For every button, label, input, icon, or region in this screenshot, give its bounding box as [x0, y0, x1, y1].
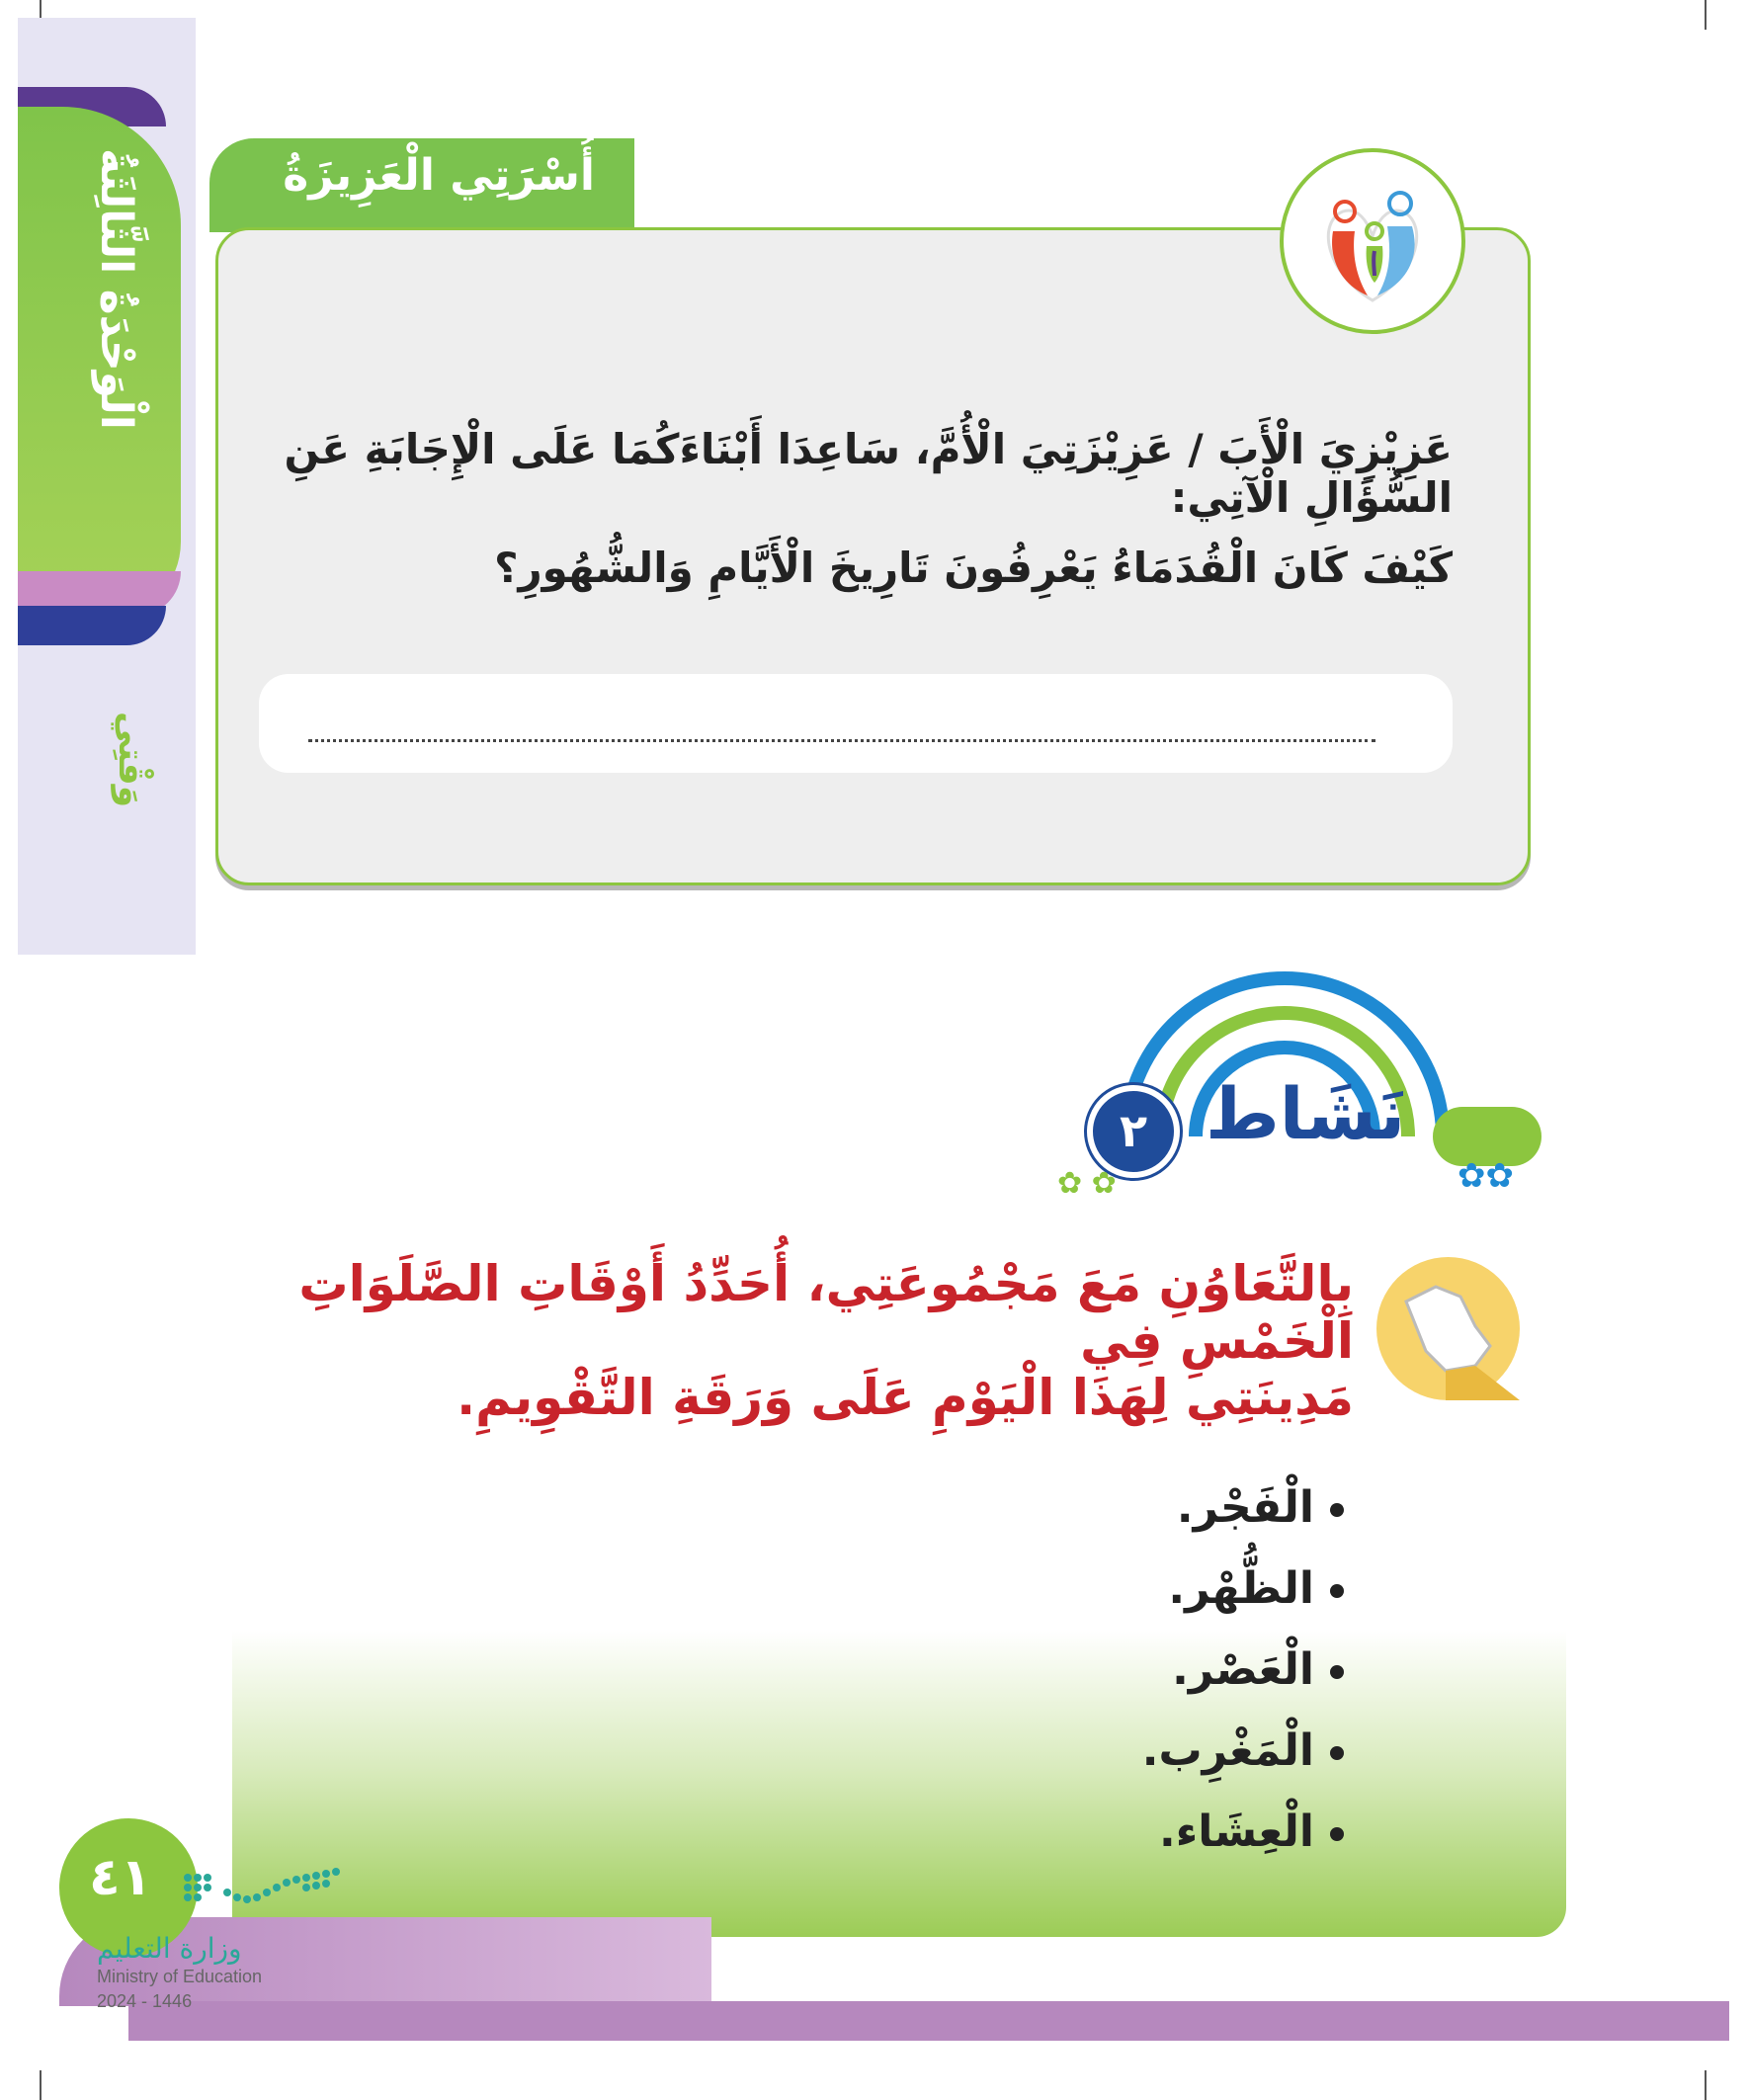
- crop-mark: [40, 2070, 42, 2100]
- saudi-map-icon: [1376, 1257, 1520, 1400]
- prayer-name: الْعِشَاء.: [1159, 1806, 1314, 1857]
- family-question-line2: كَيْفَ كَانَ الْقُدَمَاءُ يَعْرِفُونَ تَارِيخَ الْأَيَّامِ وَالشُّهُورِ؟: [494, 544, 1453, 592]
- bullet: [1330, 1665, 1344, 1679]
- green-panel: [232, 1631, 1566, 1937]
- prayer-name: الْمَغْرِب.: [1141, 1725, 1314, 1776]
- family-tab-title: أُسْرَتِي الْعَزِيزَةُ: [283, 150, 595, 201]
- side-band-blue-stripe: [18, 606, 166, 645]
- unit-subtitle: وَقْتِي: [111, 712, 151, 808]
- activity-instruction-line2: مَدِينَتِي لِهَذَا الْيَوْمِ عَلَى وَرَقَةِ التَّقْوِيمِ.: [457, 1369, 1354, 1426]
- family-question-line1: عَزِيْزِيَ الْأَبَ / عَزِيْزَتِيَ الْأُمَّ، سَاعِدَا أَبْنَاءَكُمَا عَلَى الْإِجَابَةِ عَنِ السُّؤَالِ الْآتِي:: [284, 425, 1453, 522]
- page-number: ٤١: [89, 1848, 152, 1907]
- bullet: [1330, 1503, 1344, 1517]
- ministry-logo-icon: [178, 1858, 346, 1917]
- activity-instruction-line1: بِالتَّعَاوُنِ مَعَ مَجْمُوعَتِي، أُحَدِّدُ أَوْقَاتِ الصَّلَوَاتِ الْخَمْسِ فِي: [298, 1255, 1354, 1370]
- prayer-name: الْعَصْر.: [1172, 1644, 1314, 1695]
- family-tab: [209, 138, 634, 232]
- crop-mark: [1705, 0, 1707, 30]
- activity-title: نَشَاط: [1206, 1072, 1406, 1155]
- prayer-list: [1142, 1482, 1344, 1888]
- prayer-name: الْفَجْر.: [1176, 1482, 1314, 1533]
- ministry-name-ar: وزارة التعليم: [97, 1932, 242, 1965]
- unit-title: الْوَحْدَةُ الثَّالِثَةُ: [91, 148, 141, 430]
- list-item: [1142, 1482, 1344, 1563]
- answer-dotted-line: [308, 739, 1375, 742]
- list-item: [1142, 1644, 1344, 1725]
- bullet: [1330, 1584, 1344, 1598]
- activity-number-badge: ٢: [1087, 1085, 1180, 1178]
- bullet: [1330, 1746, 1344, 1760]
- list-item: [1142, 1725, 1344, 1806]
- flower-icon: ✿✿: [1458, 1156, 1514, 1196]
- prayer-name: الظُّهْر.: [1168, 1563, 1314, 1614]
- flower-icon: ✿ ✿: [1057, 1166, 1117, 1201]
- list-item: [1142, 1806, 1344, 1888]
- family-icon: [1280, 148, 1465, 334]
- list-item: [1142, 1563, 1344, 1644]
- edition-year: 2024 - 1446: [97, 1991, 193, 2011]
- footer-band: [128, 2001, 1729, 2041]
- ministry-name-en: Ministry of Education: [97, 1967, 263, 1986]
- answer-box[interactable]: [259, 674, 1453, 773]
- crop-mark: [1705, 2070, 1707, 2100]
- bullet: [1330, 1827, 1344, 1841]
